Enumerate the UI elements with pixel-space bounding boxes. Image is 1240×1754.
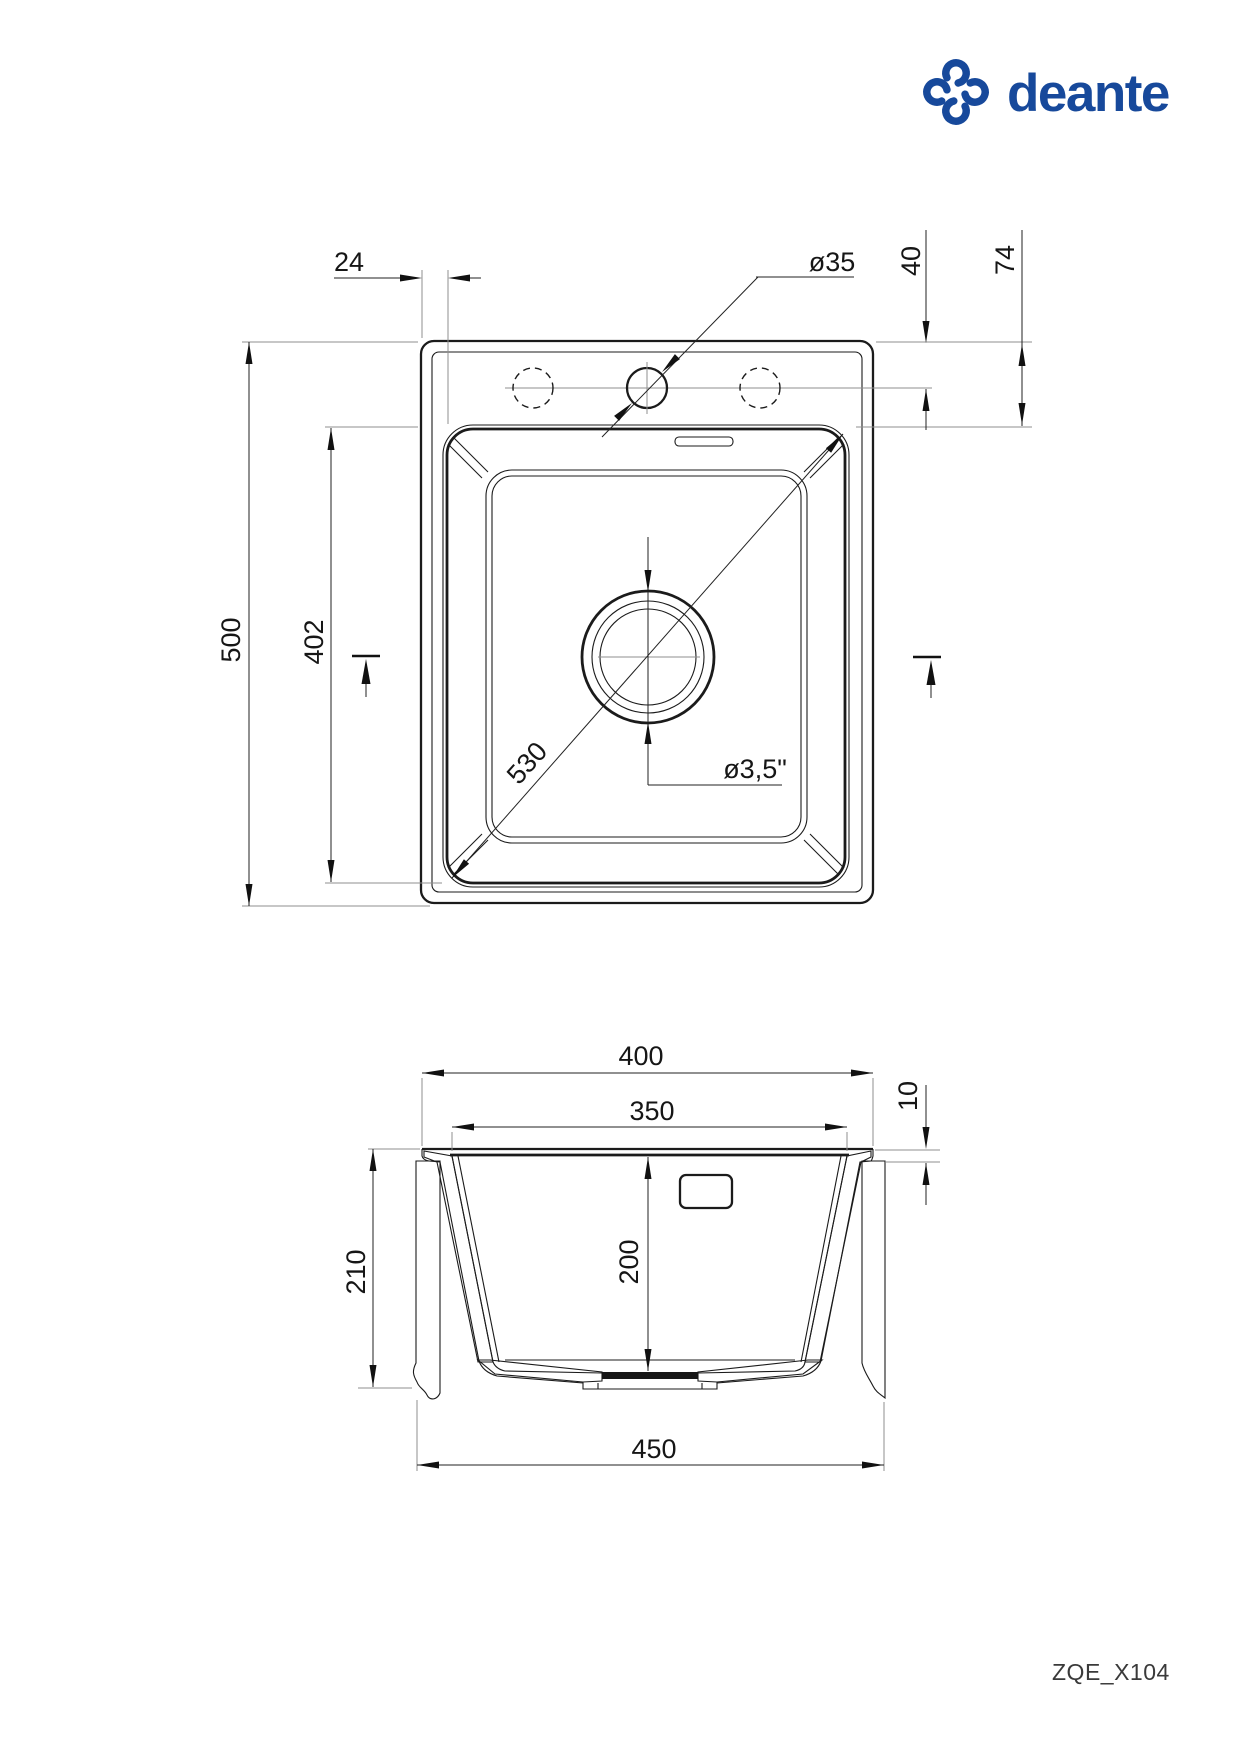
dim-400-label: 400 <box>618 1041 664 1071</box>
countertop-left <box>413 1161 440 1399</box>
sink-wall-right <box>805 1151 871 1362</box>
overflow-slot <box>675 437 733 446</box>
dim-210-label: 210 <box>341 1249 371 1295</box>
countertop-right <box>862 1161 885 1398</box>
dim-74-label: 74 <box>990 244 1020 276</box>
dim-450-label: 450 <box>631 1434 677 1464</box>
dim-35-label: ø35 <box>808 247 856 277</box>
model-number: ZQE_X104 <box>1052 1659 1170 1685</box>
side-marker-left <box>352 656 380 697</box>
dimension-24 <box>334 247 481 424</box>
dim-350-label: 350 <box>629 1096 675 1126</box>
dim-530-label: 530 <box>500 736 554 790</box>
dim-40-label: 40 <box>896 245 926 277</box>
sink-floor-right <box>698 1360 822 1382</box>
dim-10-label: 10 <box>893 1080 923 1112</box>
section-view <box>341 1041 940 1471</box>
dim-500-label: 500 <box>216 617 246 663</box>
drain-seat <box>602 1372 698 1379</box>
dimension-210 <box>341 1149 377 1387</box>
dim-24-label: 24 <box>333 247 365 277</box>
dimension-40 <box>896 230 930 430</box>
dim-200-label: 200 <box>614 1239 644 1285</box>
drain <box>582 537 782 785</box>
dim-drain-label: ø3,5" <box>723 754 787 784</box>
bowl-opening <box>447 429 845 883</box>
sink-floor-left <box>478 1360 602 1382</box>
dimension-400 <box>422 1041 873 1146</box>
deante-pinwheel-icon <box>923 59 988 124</box>
bowl-opening-outer <box>443 425 849 887</box>
dim-402-label: 402 <box>299 619 329 665</box>
overflow-section <box>680 1175 732 1208</box>
side-marker-right <box>913 657 941 698</box>
dimension-200 <box>614 1157 652 1371</box>
bowl-corner-lines <box>448 438 844 874</box>
sink-edge-radius-line <box>432 352 862 892</box>
dimension-74 <box>990 230 1026 426</box>
brand-name: deante <box>1007 64 1169 123</box>
dimension-10 <box>893 1081 930 1205</box>
dimension-530 <box>452 434 843 878</box>
dimension-350 <box>452 1096 847 1151</box>
brand-logo <box>923 59 1168 124</box>
dimension-450 <box>417 1400 884 1471</box>
top-view <box>216 230 1032 906</box>
